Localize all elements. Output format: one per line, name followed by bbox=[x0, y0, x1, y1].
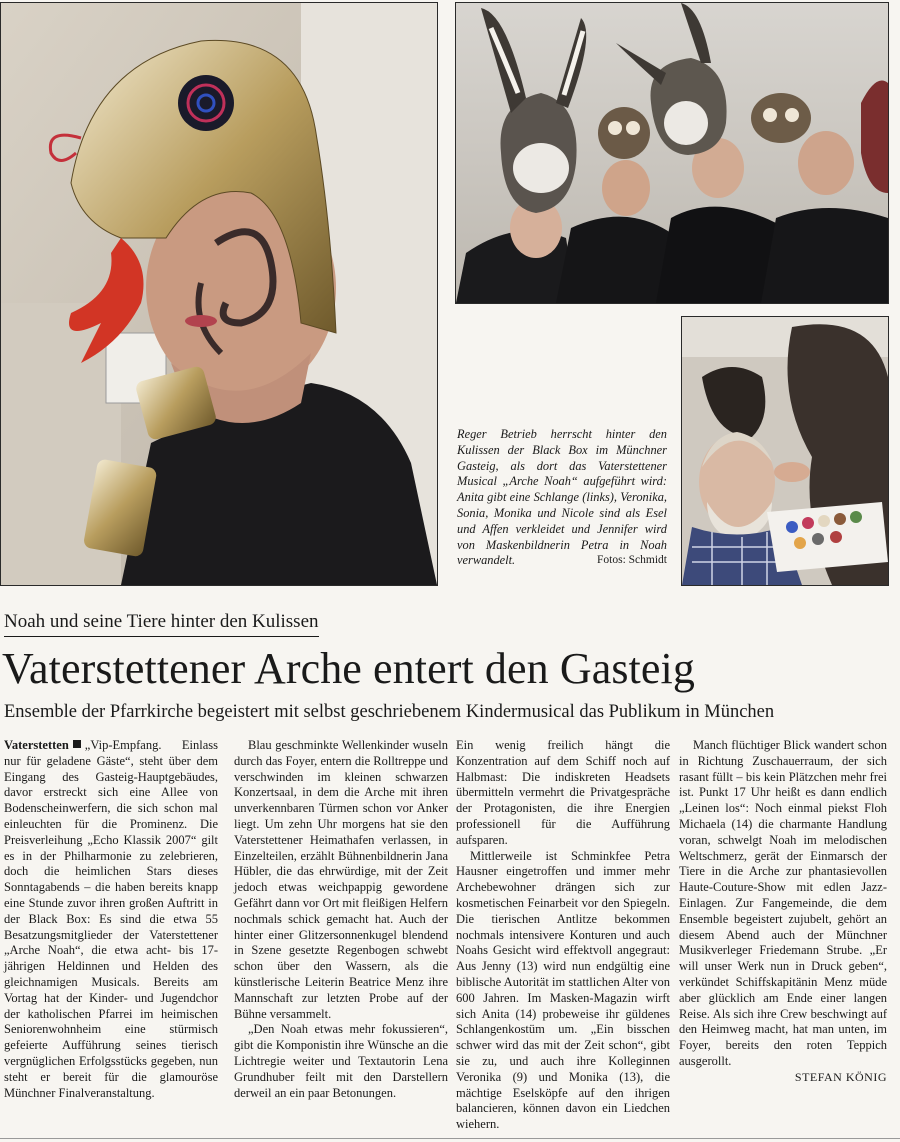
article-paragraph bbox=[4, 738, 218, 1101]
dateline: Vaterstetten bbox=[4, 738, 69, 752]
caption-text: Reger Betrieb herrscht hinter den Kulissen der Black Box im Münchner Gasteig, als dort das Vaterstettener Musical „Arche Noah“ aufgeführt wird: Anita gibt eine Schlange (links), Veronika, Sonia, Monika und Nicole sind als Esel und Affen verkleidet und Jennifer wird von Maskenbildnerin Petra in Noah verwandelt. bbox=[457, 427, 667, 568]
article-subline: Ensemble der Pfarrkirche begeistert mit selbst geschriebenem Kindermusical das Publikum in München bbox=[4, 702, 775, 722]
article-paragraph: „Den Noah etwas mehr fokussieren“, gibt die Komponistin ihre Wünsche an die Lichtregie weiter und Textautorin Lena Grundhuber feilt mit den Darstellern derweil an ein paar Betonungen. bbox=[234, 1022, 448, 1100]
article-column-3 bbox=[456, 738, 670, 1133]
article-paragraph: Blau geschminkte Wellenkinder wuseln durch das Foyer, entern die Rolltreppe und verschwinden im kleinen schwarzen Konzertsaal, in dem die Arche mit ihren unverkennbaren Türmen schon vor Anker liegt. Um zehn Uhr morgens hat sie den Vaterstettener Heimathafen verlassen, in Einzelteilen, erzählt Bühnenbildnerin Jana Hübler, die das ehrwürdige, mit der Zeit jedoch etwas weichpappig gewordene Gefährt dann vor Ort mit fleißigen Helfern nochmals schick gemacht hat. Auch der hinter einer Glitzersonnenkugel blendend in Szene gesetzte Regenbogen schwebt schon über den Wassern, als die künstlerische Leiterin Beatrice Menz ihre Mannschaft zur letzten Probe auf der Bühne versammelt. bbox=[234, 738, 448, 1021]
snake-costume-image bbox=[1, 3, 437, 585]
article-headline: Vaterstettener Arche entert den Gasteig bbox=[2, 644, 695, 693]
article-column-1 bbox=[4, 738, 218, 1101]
page-bottom-rule bbox=[0, 1138, 900, 1139]
article-paragraph: Manch flüchtiger Blick wandert schon in Richtung Zuschauerraum, der sich rasant füllt – bis kein Plätzchen mehr frei ist. Punkt 17 Uhr heißt es dann endlich „Leinen los“: Noch einmal piekst Floh Michaela (14) die charmante Handlung voran, schwelgt Noah im melodischen Weltschmerz, gerät der Einmarsch der Tiere in die Arche zur phantasievollen Haute-Couture-Show mit edlen Jazz-Einlagen. Zur Fangemeinde, die dem Ensemble begeistert zujubelt, gehört an diesem Abend auch der Münchner Musikverleger Friedemann Strube. „Er will unser Werk nun in Druck geben“, verkündet Schiffskapitänin Menz müde aber glücklich am Ende einer langen Reise. Als sich ihre Crew beschwingt auf den Heimweg macht, hat man unten, im Foyer, bereits den roten Teppich ausgerollt. bbox=[679, 738, 887, 1068]
article-paragraph: Ein wenig freilich hängt die Konzentration auf dem Schiff noch auf Halbmast: Die indiskreten Headsets übermitteln vermehrt die Privatgespräche der Protagonisten, die ihre Energien professionell für die Aufführung aufsparen. bbox=[456, 738, 670, 847]
photo-caption bbox=[457, 427, 667, 569]
dateline-square-icon bbox=[73, 740, 81, 748]
article-kicker: Noah und seine Tiere hinter den Kulissen bbox=[4, 611, 319, 637]
snake-costume-photo bbox=[0, 2, 438, 586]
paragraph-text: „Vip-Empfang. Einlass nur für geladene Gäste“, steht über dem Eingang des Gasteig-Hauptgebäudes, davor erstreckt sich eine Allee von Bodenscheinwerfern, die sich schon mal einleuchten für die Prominenz. Die Preisverleihung „Echo Klassik 2007“ gilt es in der Philharmonie zu zelebrieren, doch die heimlichen Stars dieses Sonntagabends – die haben bereits knapp eine Stunde zuvor ihren großen Auftritt in der Black Box: Es sind die etwa 55 Besatzungsmitglieder der Vaterstettener „Arche Noah“, die etwa acht- bis 17-jährigen Heldinnen und Helden des gleichnamigen Musicals. Bereits am Vortag hat der Kinder- und Jugendchor der katholischen Pfarrei im heimischen Seniorenwohnheim eine stürmisch gefeierte Aufführung seines tierisch vergnüglichen Erfolgsstücks gegeben, nun steht er bereit für die glamouröse Münchner Finalveranstaltung. bbox=[4, 738, 218, 1100]
author-byline: STEFAN KÖNIG bbox=[794, 1069, 887, 1084]
donkey-costumes-photo bbox=[455, 2, 889, 304]
donkey-costumes-image bbox=[456, 3, 888, 303]
article-column-2 bbox=[234, 738, 448, 1101]
makeup-image bbox=[682, 317, 888, 585]
article-paragraph: Mittlerweile ist Schminkfee Petra Hausner eingetroffen und immer mehr Archebewohner drängen sich zur kosmetischen Feinarbeit vor den Spiegeln. Die tierischen Antlitze bekommen nochmals intensivere Konturen und auch Noahs Gesicht wird effektvoll angegraut: Aus Jenny (13) wird nun endgültig eine biblische Autorität im stattlichen Alter von 600 Jahren. Im Masken-Magazin wirft sich Anita (14) probeweise ihr güldenes Schlangenkostüm um. „Ein bisschen schwer wird das mit der Zeit schon“, gibt sie zu, und auch ihre Kolleginnen Veronika (9) und Monika (13), die mächtige Eselsköpfe auf den ihrigen balancieren, können davon ein Liedchen wiehern. bbox=[456, 848, 670, 1132]
makeup-photo bbox=[681, 316, 889, 586]
article-column-4 bbox=[679, 738, 887, 1086]
photo-credit: Fotos: Schmidt bbox=[597, 554, 667, 567]
